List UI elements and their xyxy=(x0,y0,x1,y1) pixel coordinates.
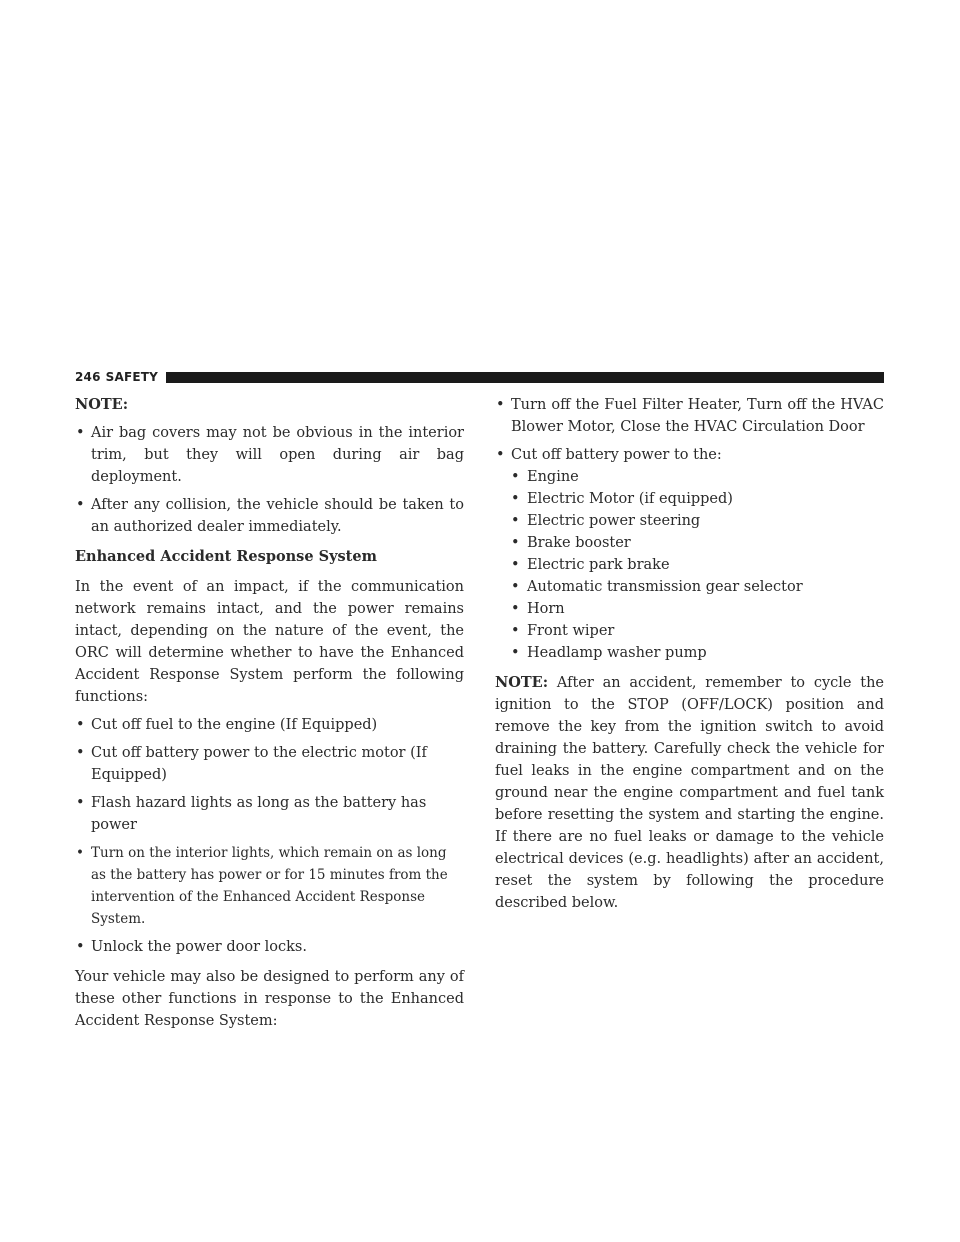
sub-list-item xyxy=(495,488,884,510)
list-item-text: Brake booster xyxy=(527,535,631,551)
bullet-icon: • xyxy=(496,447,505,463)
sub-list-item xyxy=(495,532,884,554)
list-item xyxy=(75,742,464,786)
list-item-text: After any collision, the vehicle should be taken to an authorized dealer immediately. xyxy=(91,497,464,535)
bullet-icon: • xyxy=(496,397,505,413)
list-item-text: Turn off the Fuel Filter Heater, Turn off the HVAC Blower Motor, Close the HVAC Circulation Door xyxy=(511,397,884,435)
list-item-text: Automatic transmission gear selector xyxy=(527,579,803,595)
bullet-icon: • xyxy=(511,579,520,595)
bullet-icon: • xyxy=(511,469,520,485)
header-rule xyxy=(166,372,884,383)
sub-list-item xyxy=(495,576,884,598)
list-item-text: Engine xyxy=(527,469,579,485)
right-column xyxy=(495,394,884,914)
note-text: After an accident, remember to cycle the ignition to the STOP (OFF/LOCK) position and remove the key from the ignition switch to avoid draining the battery. Carefully check the vehicle for fuel leaks in the engine compartment and on the ground near the engine compartment and fuel tank before resetting the system and starting the engine. If there are no fuel leaks or damage to the vehicle electrical devices (e.g. headlights) after an accident, reset the system by following the procedure described below. xyxy=(495,675,884,911)
section-title: SAFETY xyxy=(105,370,159,384)
note-label: NOTE: xyxy=(75,396,129,413)
bullet-icon: • xyxy=(511,645,520,661)
list-item-text: Electric park brake xyxy=(527,557,670,573)
bullet-icon: • xyxy=(76,745,85,761)
bullet-icon: • xyxy=(76,845,84,861)
list-item-text: Cut off fuel to the engine (If Equipped) xyxy=(91,717,378,733)
bullet-icon: • xyxy=(511,601,520,617)
list-item xyxy=(495,394,884,438)
list-item-text: Cut off battery power to the: xyxy=(511,447,722,463)
sub-list-item xyxy=(495,466,884,488)
list-item-text: Front wiper xyxy=(527,623,615,639)
bullet-icon: • xyxy=(76,795,85,811)
bullet-icon: • xyxy=(511,557,520,573)
outro-paragraph: Your vehicle may also be designed to perform any of these other functions in response to the Enhanced Accident Response System: xyxy=(75,969,464,1029)
list-item-text: Electric Motor (if equipped) xyxy=(527,491,733,507)
page-header xyxy=(75,370,884,384)
bullet-icon: • xyxy=(76,497,85,513)
page-number: 246 xyxy=(75,370,101,384)
intro-paragraph: In the event of an impact, if the communication network remains intact, and the power remains intact, depending on the nature of the event, the ORC will determine whether to have the Enhanced Accident Response System perform the following functions: xyxy=(75,579,464,705)
list-item-text: Flash hazard lights as long as the battery has power xyxy=(91,795,427,833)
note-paragraph xyxy=(495,672,884,914)
bullet-icon: • xyxy=(511,623,520,639)
section-heading: Enhanced Accident Response System xyxy=(75,548,377,565)
list-item xyxy=(75,792,464,836)
left-column xyxy=(75,394,464,1032)
sub-list-item xyxy=(495,510,884,532)
list-item xyxy=(75,714,464,736)
sub-list-item xyxy=(495,620,884,642)
list-item-text: Headlamp washer pump xyxy=(527,645,707,661)
bullet-icon: • xyxy=(511,535,520,551)
bullet-icon: • xyxy=(76,425,85,441)
list-item-text: Electric power steering xyxy=(527,513,701,529)
sub-list-item xyxy=(495,642,884,664)
list-item-text: Horn xyxy=(527,601,565,617)
list-item-text: Unlock the power door locks. xyxy=(91,939,307,955)
sub-list-item xyxy=(495,554,884,576)
bullet-icon: • xyxy=(76,939,85,955)
bullet-icon: • xyxy=(76,717,85,733)
note-label: NOTE: xyxy=(495,674,549,691)
bullet-icon: • xyxy=(511,491,520,507)
list-item-text: Air bag covers may not be obvious in the interior trim, but they will open during air bag deployment. xyxy=(91,425,464,485)
list-item xyxy=(75,422,464,488)
list-item xyxy=(75,936,464,958)
list-item-text: Turn on the interior lights, which remain on as long as the battery has power or for 15 minutes from the intervention of the Enhanced Accident Response System. xyxy=(91,845,448,927)
list-item xyxy=(75,842,464,930)
bullet-icon: • xyxy=(511,513,520,529)
list-item xyxy=(495,444,884,466)
list-item-text: Cut off battery power to the electric motor (If Equipped) xyxy=(91,745,427,783)
page-label xyxy=(75,370,158,384)
list-item xyxy=(75,494,464,538)
sub-list-item xyxy=(495,598,884,620)
